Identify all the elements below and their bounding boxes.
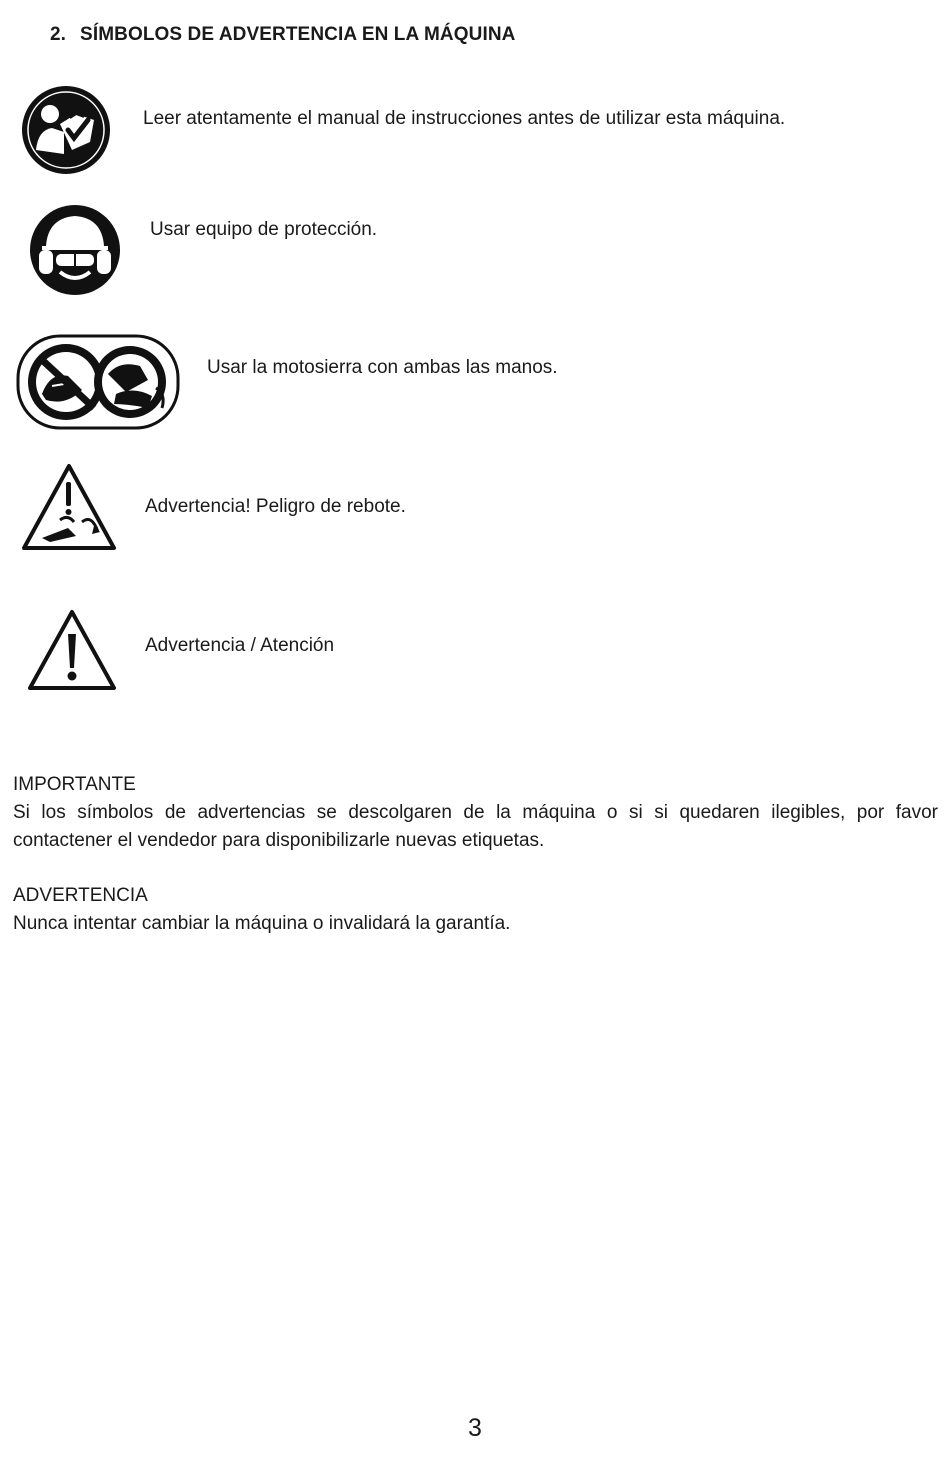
notice-title: ADVERTENCIA <box>13 885 148 906</box>
page-number: 3 <box>468 1414 482 1442</box>
protective-equipment-icon <box>28 204 122 296</box>
section-title: SÍMBOLOS DE ADVERTENCIA EN LA MÁQUINA <box>80 24 516 45</box>
notice-body: Si los símbolos de advertencias se descolgaren de la máquina o si si quedaren ilegibles, por favor contactener el vendedor para disponibilizarle nuevas etiquetas. <box>13 802 938 851</box>
section-heading <box>50 24 515 46</box>
symbol-text-read-manual: Leer atentamente el manual de instrucciones antes de utilizar esta máquina. <box>143 108 786 129</box>
symbol-text-two-hands: Usar la motosierra con ambas las manos. <box>207 357 558 378</box>
read-manual-icon <box>20 84 112 176</box>
symbol-text-protective-equipment: Usar equipo de protección. <box>150 219 378 240</box>
two-hands-chainsaw-icon <box>16 334 180 430</box>
notice-title: IMPORTANTE <box>13 774 136 795</box>
symbol-text-warning: Advertencia / Atención <box>145 635 335 656</box>
kickback-warning-icon <box>20 462 118 552</box>
notice-body: Nunca intentar cambiar la máquina o invalidará la garantía. <box>13 913 511 934</box>
section-number: 2. <box>50 24 67 45</box>
symbol-text-kickback: Advertencia! Peligro de rebote. <box>145 496 406 517</box>
notice-importante <box>13 771 938 855</box>
notice-advertencia <box>13 882 938 938</box>
warning-triangle-icon <box>26 608 118 692</box>
